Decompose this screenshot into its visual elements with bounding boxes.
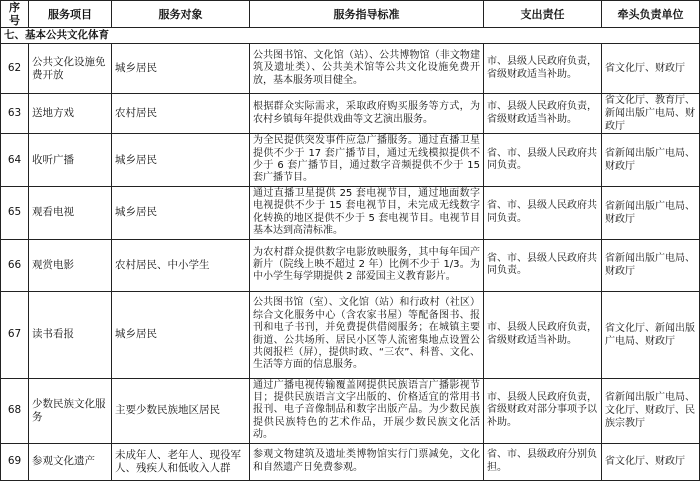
row-standard: 公共图书馆（室）、文化馆（站）和行政村（社区）综合文化服务中心（含农家书屋）等配备图书、报刊和电子书刊，并免费提供借阅服务；在城镇主要街道、公共场所、居民小区等人流密集地点设置公共阅报栏（屏），提供时政、“三农”、科普、文化、生活等方面的信息服务。 xyxy=(250,291,484,378)
row-seq: 64 xyxy=(1,134,29,187)
table-row xyxy=(1,134,700,187)
header-expense: 支出责任 xyxy=(484,1,602,28)
table-row xyxy=(1,239,700,291)
row-expense: 省、市、县级人民政府共同负责。 xyxy=(484,134,602,187)
header-target: 服务对象 xyxy=(112,1,250,28)
table-row xyxy=(1,378,700,443)
row-item: 读书看报 xyxy=(29,291,112,378)
row-lead: 省新闻出版广电局、财政厅 xyxy=(602,134,700,187)
section-row xyxy=(1,28,700,44)
row-standard: 通过广播电视传输覆盖网提供民族语言广播影视节目；提供民族语言文字出版的、价格适宜的常用书报刊、电子音像制品和数字出版产品。为少数民族提供民族特色的艺术作品，开展少数民族文化活动。 xyxy=(250,378,484,443)
section-title: 七、基本公共文化体育 xyxy=(1,28,700,44)
row-lead: 省新闻出版广电局、财政厅 xyxy=(602,239,700,291)
table-row xyxy=(1,443,700,480)
row-standard: 通过直播卫星提供 25 套电视节目，通过地面数字电视提供不少于 15 套电视节目，未完成无线数字化转换的地区提供不少于 5 套电视节目。电视节目基本达到高清标准。 xyxy=(250,187,484,240)
row-expense: 市、县级人民政府负责，省级财政适当补助。 xyxy=(484,291,602,378)
row-expense: 省、市、县级人民政府共同负责。 xyxy=(484,187,602,240)
row-target: 农村居民、中小学生 xyxy=(112,239,250,291)
header-standard: 服务指导标准 xyxy=(250,1,484,28)
table-row xyxy=(1,187,700,240)
row-target: 城乡居民 xyxy=(112,44,250,94)
table-row xyxy=(1,291,700,378)
row-standard: 为农村群众提供数字电影放映服务，其中每年国产新片（院线上映不超过 2 年）比例不少于 1/3。为中小学生每学期提供 2 部爱国主义教育影片。 xyxy=(250,239,484,291)
row-seq: 69 xyxy=(1,443,29,480)
row-expense: 省、市、县级人民政府共同负责。 xyxy=(484,239,602,291)
row-seq: 67 xyxy=(1,291,29,378)
table-row xyxy=(1,44,700,94)
table-row xyxy=(1,94,700,134)
row-lead: 省文化厅、新闻出版广电局、财政厅 xyxy=(602,291,700,378)
row-target: 农村居民 xyxy=(112,94,250,134)
row-target: 主要少数民族地区居民 xyxy=(112,378,250,443)
row-lead: 省新闻出版广电局、财政厅 xyxy=(602,187,700,240)
row-expense: 市、县级人民政府负责，省级财政对部分事项予以补助。 xyxy=(484,378,602,443)
row-seq: 62 xyxy=(1,44,29,94)
row-item: 收听广播 xyxy=(29,134,112,187)
row-lead: 省文化厅、财政厅 xyxy=(602,44,700,94)
row-seq: 66 xyxy=(1,239,29,291)
row-target: 城乡居民 xyxy=(112,187,250,240)
row-lead: 省文化厅、财政厅 xyxy=(602,443,700,480)
row-standard: 公共图书馆、文化馆（站）、公共博物馆（非文物建筑及遗址类）、公共美术馆等公共文化设施免费开放，基本服务项目健全。 xyxy=(250,44,484,94)
row-seq: 68 xyxy=(1,378,29,443)
row-expense: 省、市、县级政府分别负担。 xyxy=(484,443,602,480)
header-item: 服务项目 xyxy=(29,1,112,28)
row-standard: 为全民提供突发事件应急广播服务。通过直播卫星提供不少于 17 套广播节目，通过无线模拟提供不少于 6 套广播节目，通过数字音频提供不少于 15 套广播节目。 xyxy=(250,134,484,187)
row-item: 少数民族文化服务 xyxy=(29,378,112,443)
header-lead-unit: 牵头负责单位 xyxy=(602,1,700,28)
row-item: 送地方戏 xyxy=(29,94,112,134)
row-expense: 市、县级人民政府负责，省级财政适当补助。 xyxy=(484,44,602,94)
row-seq: 65 xyxy=(1,187,29,240)
row-item: 观看电视 xyxy=(29,187,112,240)
row-item: 公共文化设施免费开放 xyxy=(29,44,112,94)
row-lead: 省新闻出版广电局、文化厅、财政厅、民族宗教厅 xyxy=(602,378,700,443)
row-target: 城乡居民 xyxy=(112,134,250,187)
row-item: 参观文化遗产 xyxy=(29,443,112,480)
header-seq: 序号 xyxy=(1,1,29,28)
row-item: 观赏电影 xyxy=(29,239,112,291)
row-standard: 根据群众实际需求，采取政府购买服务等方式，为农村乡镇每年提供戏曲等文艺演出服务。 xyxy=(250,94,484,134)
row-expense: 市、县级人民政府负责，省级财政适当补助。 xyxy=(484,94,602,134)
row-target: 未成年人、老年人、现役军人、残疾人和低收入人群 xyxy=(112,443,250,480)
header-row xyxy=(1,1,700,28)
row-target: 城乡居民 xyxy=(112,291,250,378)
row-standard: 参观文物建筑及遗址类博物馆实行门票减免，文化和自然遗产日免费参观。 xyxy=(250,443,484,480)
row-lead: 省文化厅、教育厅、新闻出版广电局、财政厅 xyxy=(602,94,700,134)
row-seq: 63 xyxy=(1,94,29,134)
